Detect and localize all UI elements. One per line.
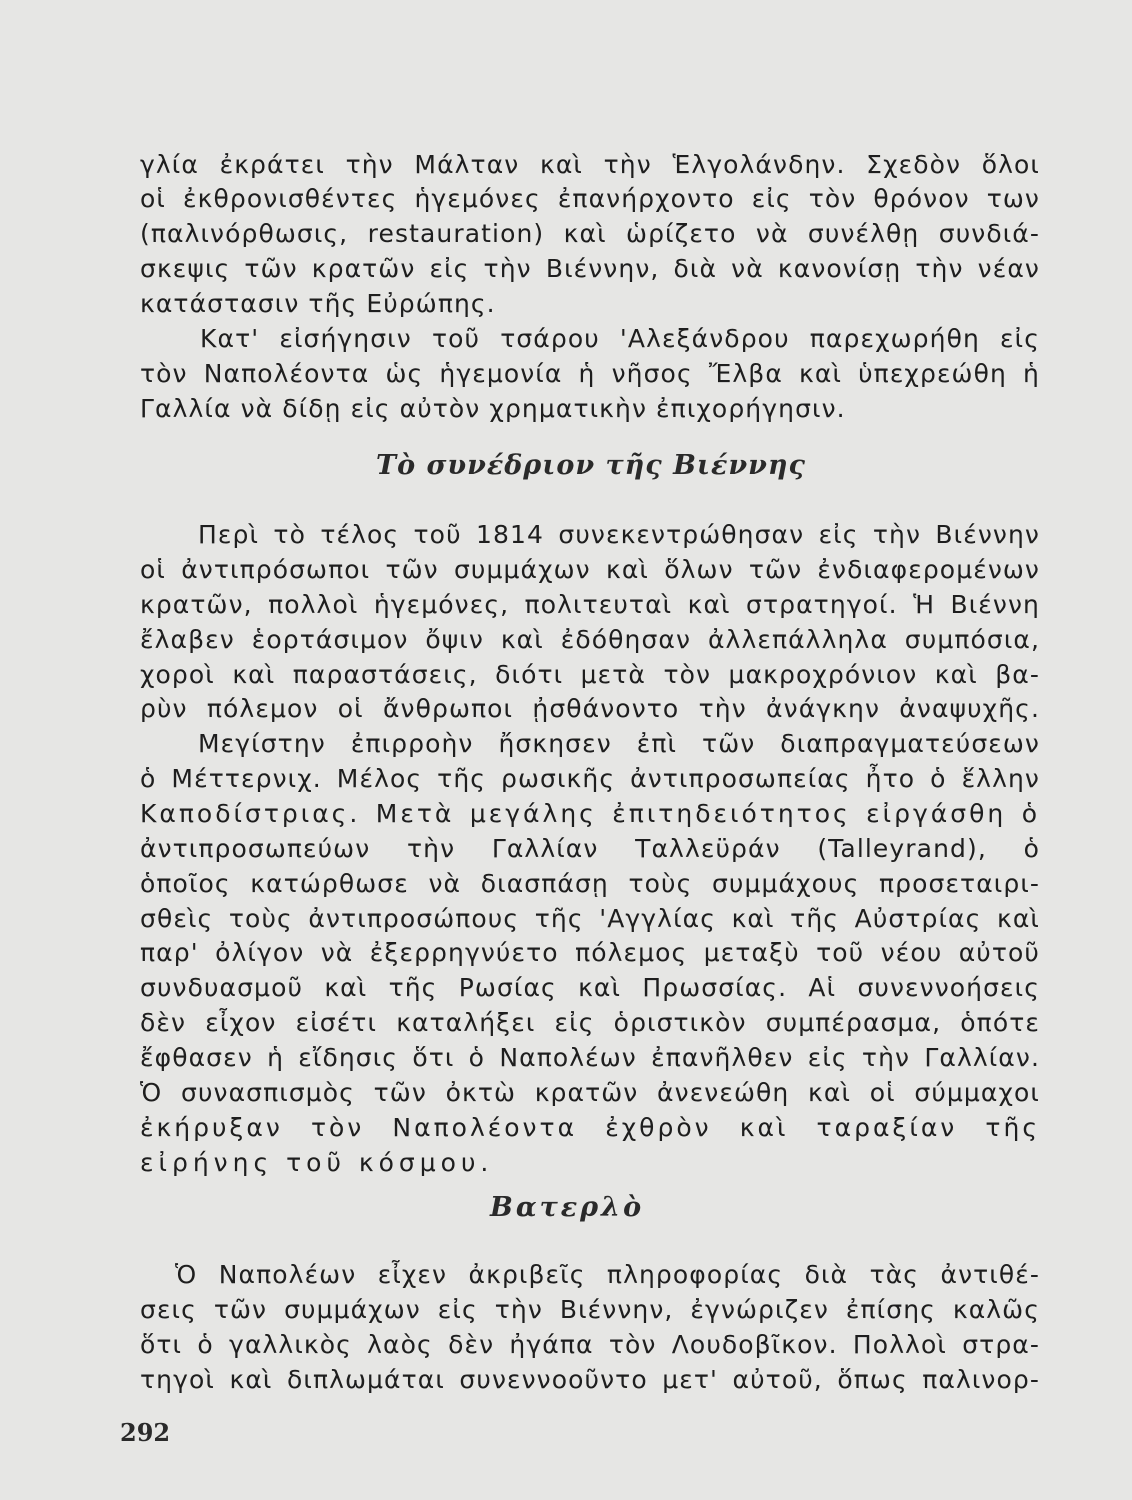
text-line: ἀντιπροσωπεύων τὴν Γαλλίαν Ταλλεϋράν (Talleyrand), ὁ — [140, 834, 1040, 863]
text-line: ὁποῖος κατώρθωσε νὰ διασπάσῃ τοὺς συμμάχους προσεταιρι- — [140, 869, 1040, 898]
text-line: Καποδίστριας. Μετὰ μεγάλης ἐπιτηδειότητος εἰργάσθη ὁ — [140, 799, 1040, 828]
text-line: παρ' ὀλίγον νὰ ἐξερρηγνύετο πόλεμος μεταξὺ τοῦ νέου αὐτοῦ — [140, 938, 1040, 967]
text-line: ἐκήρυξαν τὸν Ναπολέοντα ἐχθρὸν καὶ ταραξίαν τῆς — [140, 1113, 1040, 1142]
text-line: χοροὶ καὶ παραστάσεις, διότι μετὰ τὸν μακροχρόνιον καὶ βα- — [140, 660, 1040, 689]
text-line: ἔφθασεν ἡ εἴδησις ὅτι ὁ Ναπολέων ἐπανῆλθεν εἰς τὴν Γαλλίαν. — [140, 1043, 1040, 1072]
text-line: Μεγίστην ἐπιρροὴν ἤσκησεν ἐπὶ τῶν διαπραγματεύσεων — [198, 729, 1040, 758]
text-line: εἰρήνης τοῦ κόσμου. — [140, 1148, 494, 1177]
text-line: (παλινόρθωσις, restauration) καὶ ὡρίζετο νὰ συνέλθῃ συνδιά- — [140, 219, 1040, 248]
text-line: σθεὶς τοὺς ἀντιπροσώπους τῆς 'Αγγλίας καὶ τῆς Αὐστρίας καὶ — [140, 904, 1040, 933]
text-line: συνδυασμοῦ καὶ τῆς Ρωσίας καὶ Πρωσσίας. Αἱ συνεννοήσεις — [140, 973, 1040, 1002]
text-line: Κατ' εἰσήγησιν τοῦ τσάρου 'Αλεξάνδρου παρεχωρήθη εἰς — [200, 324, 1040, 353]
section-heading: Βατερλὸ — [490, 1192, 645, 1223]
text-line: ὅτι ὁ γαλλικὸς λαὸς δὲν ἠγάπα τὸν Λουδοβῖκον. Πολλοὶ στρα- — [140, 1330, 1040, 1359]
text-line: τὸν Ναπολέοντα ὡς ἡγεμονία ἡ νῆσος Ἔλβα καὶ ὑπεχρεώθη ἡ — [140, 359, 1040, 388]
text-line: σεις τῶν συμμάχων εἰς τὴν Βιέννην, ἐγνώριζεν ἐπίσης καλῶς — [140, 1295, 1040, 1324]
text-line: Ὁ συνασπισμὸς τῶν ὀκτὼ κρατῶν ἀνενεώθη καὶ οἱ σύμμαχοι — [140, 1078, 1040, 1107]
text-line: ρὺν πόλεμον οἱ ἄνθρωποι ᾐσθάνοντο τὴν ἀνάγκην ἀναψυχῆς. — [140, 694, 1040, 723]
text-line: ἔλαβεν ἑορτάσιμον ὄψιν καὶ ἐδόθησαν ἀλλεπάλληλα συμπόσια, — [140, 625, 1040, 654]
text-line: κατάστασιν τῆς Εὐρώπης. — [140, 289, 496, 318]
text-line: τηγοὶ καὶ διπλωμάται συνεννοοῦντο μετ' αὐτοῦ, ὅπως παλινορ- — [140, 1365, 1040, 1394]
text-line: κρατῶν, πολλοὶ ἡγεμόνες, πολιτευταὶ καὶ στρατηγοί. Ἡ Βιέννη — [140, 590, 1040, 619]
text-line: γλία ἐκράτει τὴν Μάλταν καὶ τὴν Ἑλγολάνδην. Σχεδὸν ὅλοι — [140, 150, 1040, 179]
text-line: Ὁ Ναπολέων εἶχεν ἀκριβεῖς πληροφορίας διὰ τὰς ἀντιθέ- — [175, 1260, 1040, 1289]
page-number: 292 — [120, 1418, 171, 1447]
text-line: οἱ ἐκθρονισθέντες ἡγεμόνες ἐπανήρχοντο εἰς τὸν θρόνον των — [140, 184, 1040, 213]
section-heading: Τὸ συνέδριον τῆς Βιέννης — [376, 450, 806, 481]
text-line: ὁ Μέττερνιχ. Μέλος τῆς ρωσικῆς ἀντιπροσωπείας ἦτο ὁ ἕλλην — [140, 764, 1040, 793]
text-line: Γαλλία νὰ δίδῃ εἰς αὐτὸν χρηματικὴν ἐπιχορήγησιν. — [140, 394, 846, 423]
text-line: δὲν εἶχον εἰσέτι καταλήξει εἰς ὁριστικὸν συμπέρασμα, ὁπότε — [140, 1008, 1040, 1037]
text-line: Περὶ τὸ τέλος τοῦ 1814 συνεκεντρώθησαν εἰς τὴν Βιέννην — [198, 520, 1040, 549]
text-line: οἱ ἀντιπρόσωποι τῶν συμμάχων καὶ ὅλων τῶν ἐνδιαφερομένων — [140, 555, 1040, 584]
text-line: σκεψις τῶν κρατῶν εἰς τὴν Βιέννην, διὰ νὰ κανονίσῃ τὴν νέαν — [140, 254, 1040, 283]
